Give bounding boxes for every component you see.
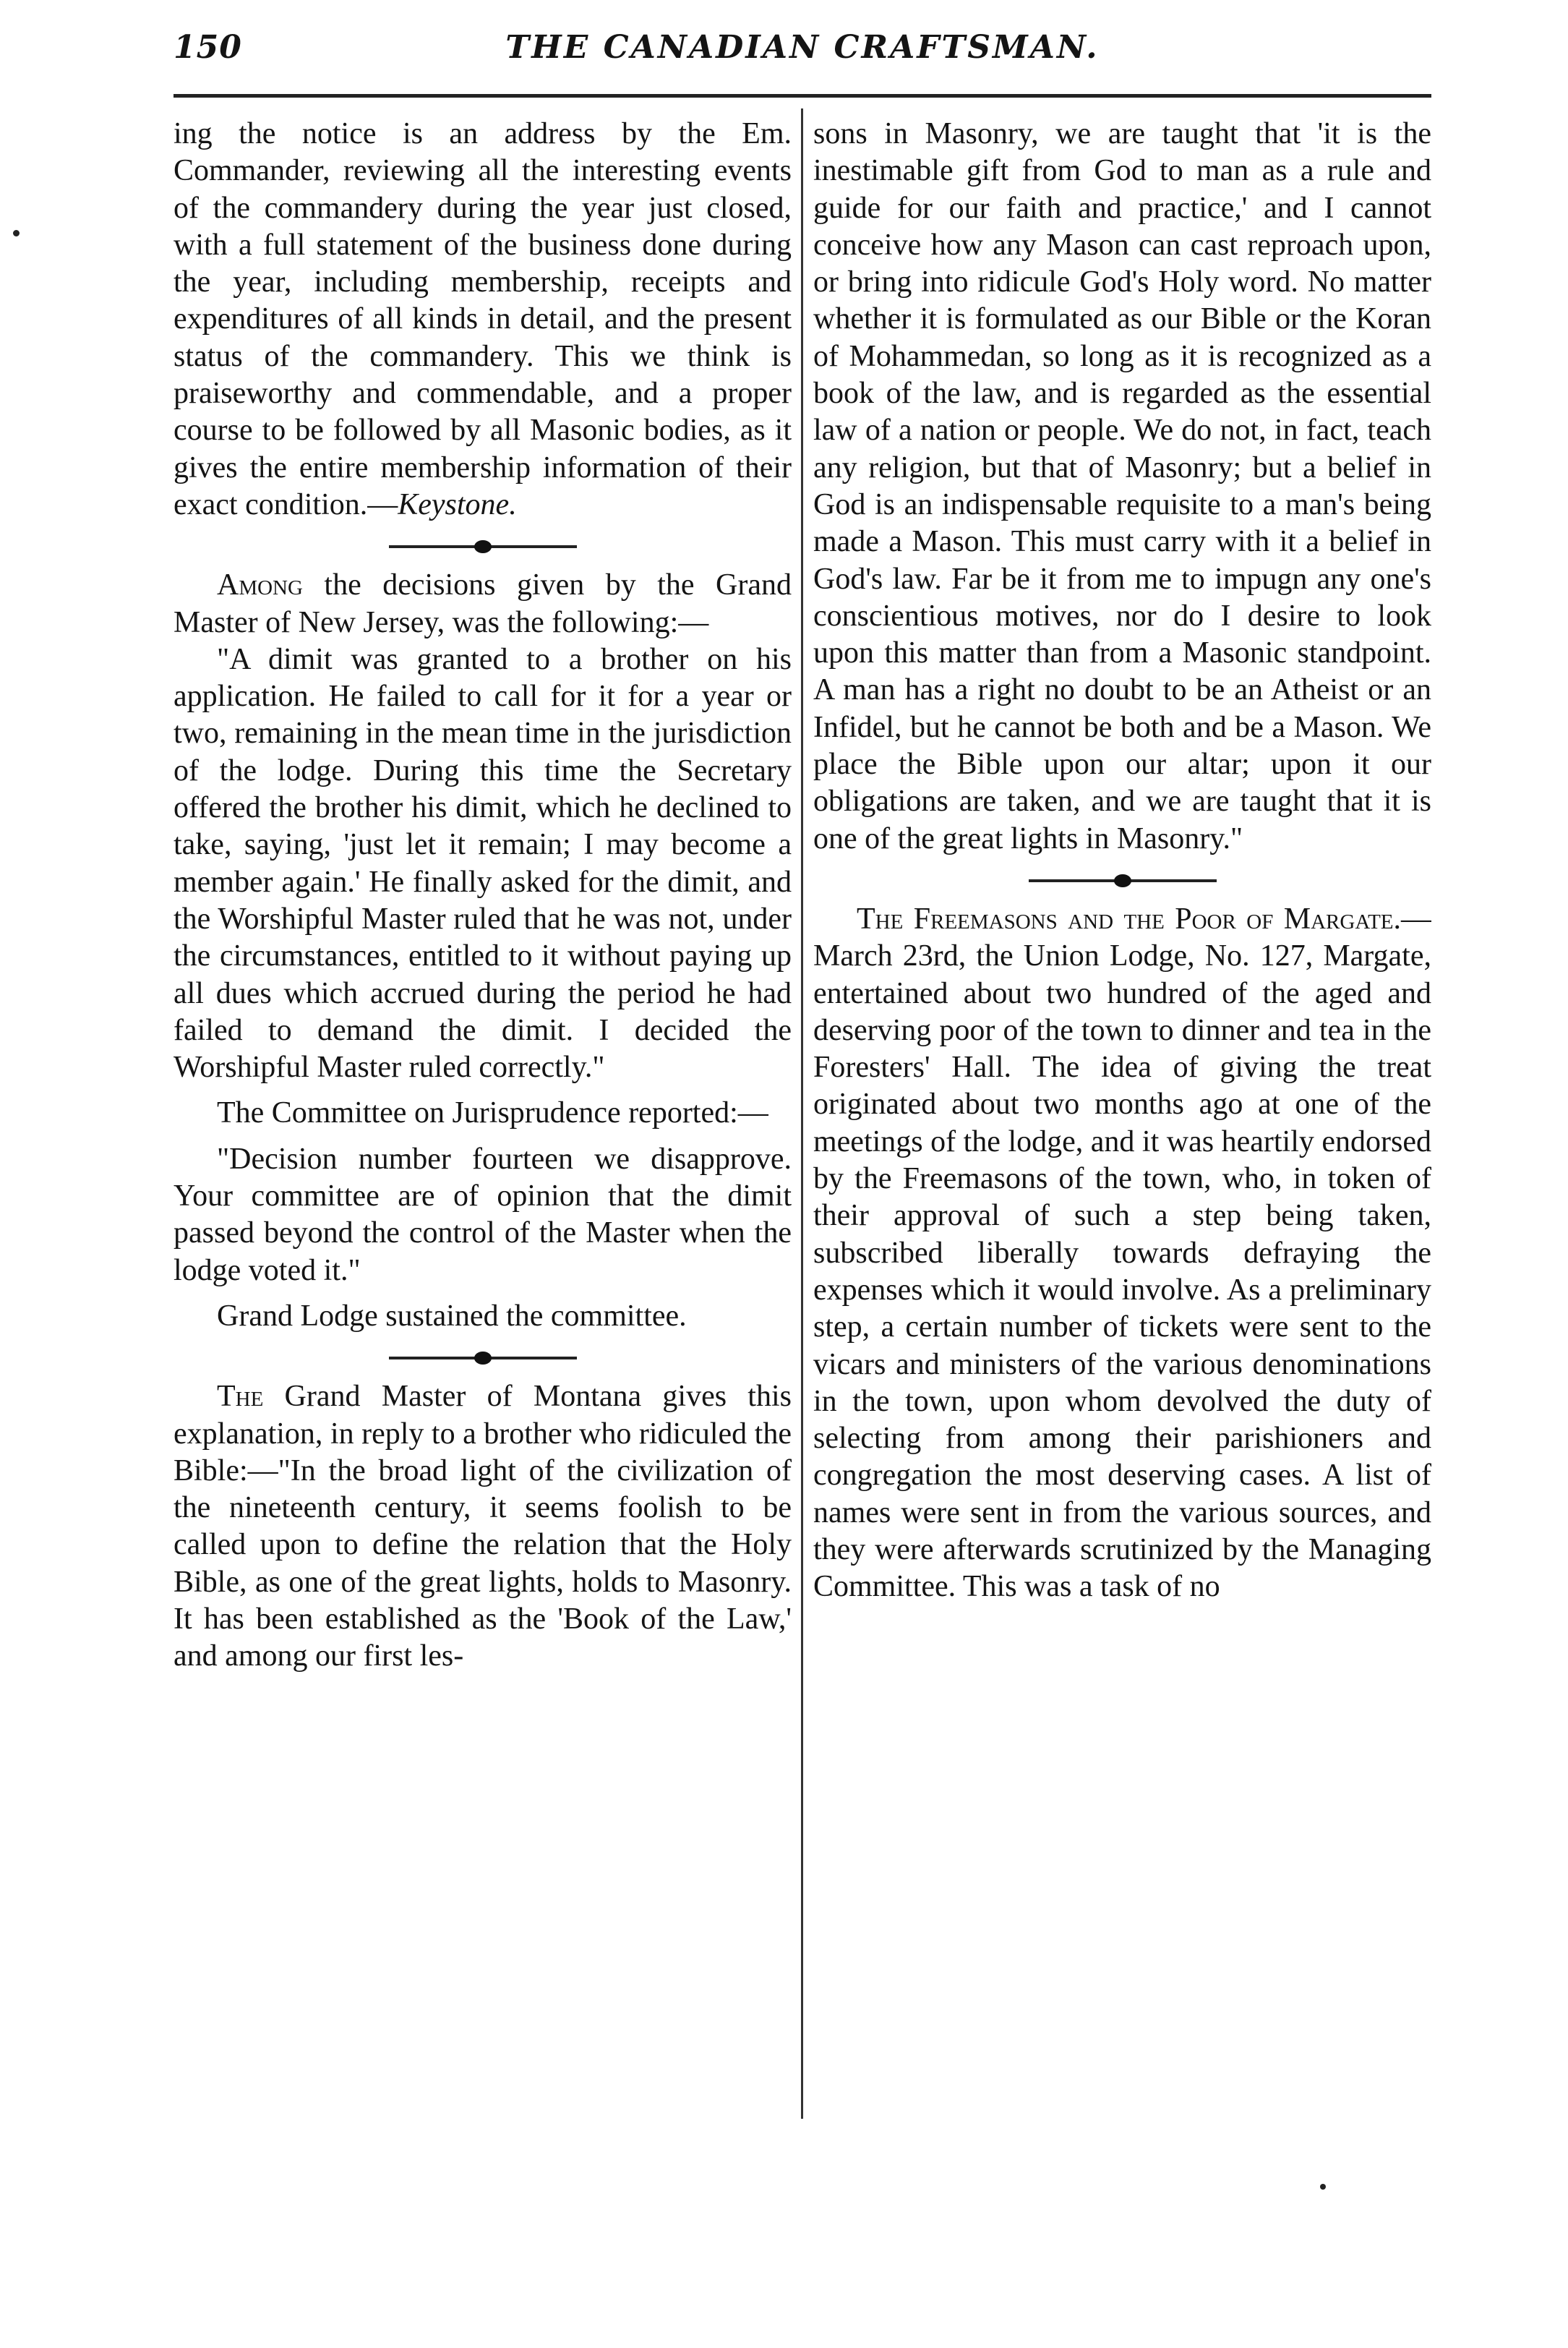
column-divider <box>801 108 803 2119</box>
paragraph-text: the decisions given by the Grand Master of New Jersey, was the following:— <box>173 568 792 639</box>
section-separator <box>1029 869 1217 891</box>
source-citation: Keystone. <box>398 487 517 521</box>
page-header <box>173 29 1431 80</box>
section-separator <box>389 535 577 557</box>
paragraph-bible-continued: sons in Masonry, we are taught that 'it is the inestimable gift from God to man as a rule and guide for our faith and practice,' and I cannot conceive how any Mason can cast reproach upon, or bring into ridicule God's Holy word. No matter whether it is formulated as our Bible or the Koran of Mohammedan, so long as it is recognized as a book of the law, and is regarded as the essential law of a nation or people. We do not, in fact, teach any religion, but that of Masonry; but a belief in God is an indispensable requisite to a man's being made a Mason. This must carry with it a belief in God's law. Far be it from me to impugn any one's conscientious motives, nor do I desire to look upon this matter than from a Masonic standpoint. A man has a right no doubt to be an Atheist or an Infidel, but he cannot be both and be a Mason. We place the Bible upon our altar; upon it our obligations are taken, and we are taught that it is one of the great lights in Masonry." <box>813 117 1431 855</box>
paragraph-committee-report: The Committee on Jurisprudence reported:— <box>217 1096 768 1130</box>
paragraph-dimit-quote: "A dimit was granted to a brother on his application. He failed to call for it for a year or two, remaining in the mean time in the jurisdiction of the lodge. During this time the Secretary offered the brother his dimit, which he declined to take, saying, 'just let it remain; I may become a member again.' He finally asked for the dimit, and the Worshipful Master ruled that he was not, under the circumstances, entitled to it without paying up all dues which accrued during the period he had failed to demand the dimit. I decided the Worshipful Master ruled correctly." <box>173 642 792 1085</box>
header-rule <box>173 94 1431 98</box>
left-column <box>173 116 792 2119</box>
right-column <box>813 116 1431 2119</box>
section-separator <box>389 1346 577 1368</box>
lead-word: The <box>217 1380 264 1414</box>
paragraph-text: Grand Master of Montana gives this explanation, in reply to a brother who ridiculed the Bible:—"In the broad light of the civilization of the nineteenth century, it seems foolish to be called upon to define the relation that the Holy Bible, as one of the great lights, holds to Masonry. It has been established as the 'Book of the Law,' and among our first les- <box>173 1380 792 1673</box>
paragraph-new-jersey-decisions <box>173 567 792 641</box>
lead-word: Among <box>217 568 303 602</box>
page-title: THE CANADIAN CRAFTSMAN. <box>505 29 1100 66</box>
paragraph-montana-bible <box>173 1378 792 1675</box>
paragraph-text: ing the notice is an address by the Em. Commander, reviewing all the interesting events of the commandery during the year just closed, with a full statement of the business done during the year, including membership, receipts and expenditures of all kinds in detail, and the present status of the commandery. This we think is praiseworthy and commendable, and a proper course to be followed by all Masonic bodies, as it gives the entire membership information of their exact condition.— <box>173 117 792 521</box>
print-speck <box>13 230 20 236</box>
page-number: 150 <box>173 29 242 66</box>
article-heading: The Freemasons and the Poor of Margate. <box>857 902 1401 936</box>
paragraph-decision-fourteen: "Decision number fourteen we disapprove. Your committee are of opinion that the dimit passed beyond the control of the Master when the lodge voted it." <box>173 1142 792 1287</box>
print-speck <box>1320 2184 1326 2190</box>
paragraph-grand-lodge: Grand Lodge sustained the committee. <box>217 1299 687 1333</box>
paragraph-commandery-address <box>173 116 792 524</box>
paragraph-margate <box>813 901 1431 1606</box>
paragraph-text: —March 23rd, the Union Lodge, No. 127, Margate, entertained about two hundred of the aged and deserving poor of the town to dinner and tea in the Foresters' Hall. The idea of giving the treat originated about two months ago at one of the meetings of the lodge, and it was heartily endorsed by the Freemasons of the town, who, in token of their approval of such a step being taken, subscribed liberally towards defraying the expenses which it would involve. As a preliminary step, a certain number of tickets were sent to the vicars and ministers of the various denominations in the town, upon whom devolved the duty of selecting from among their parishioners and congregation the most deserving cases. A list of names were sent in from the various sources, and they were afterwards scrutinized by the Managing Committee. This was a task of no <box>813 902 1431 1604</box>
